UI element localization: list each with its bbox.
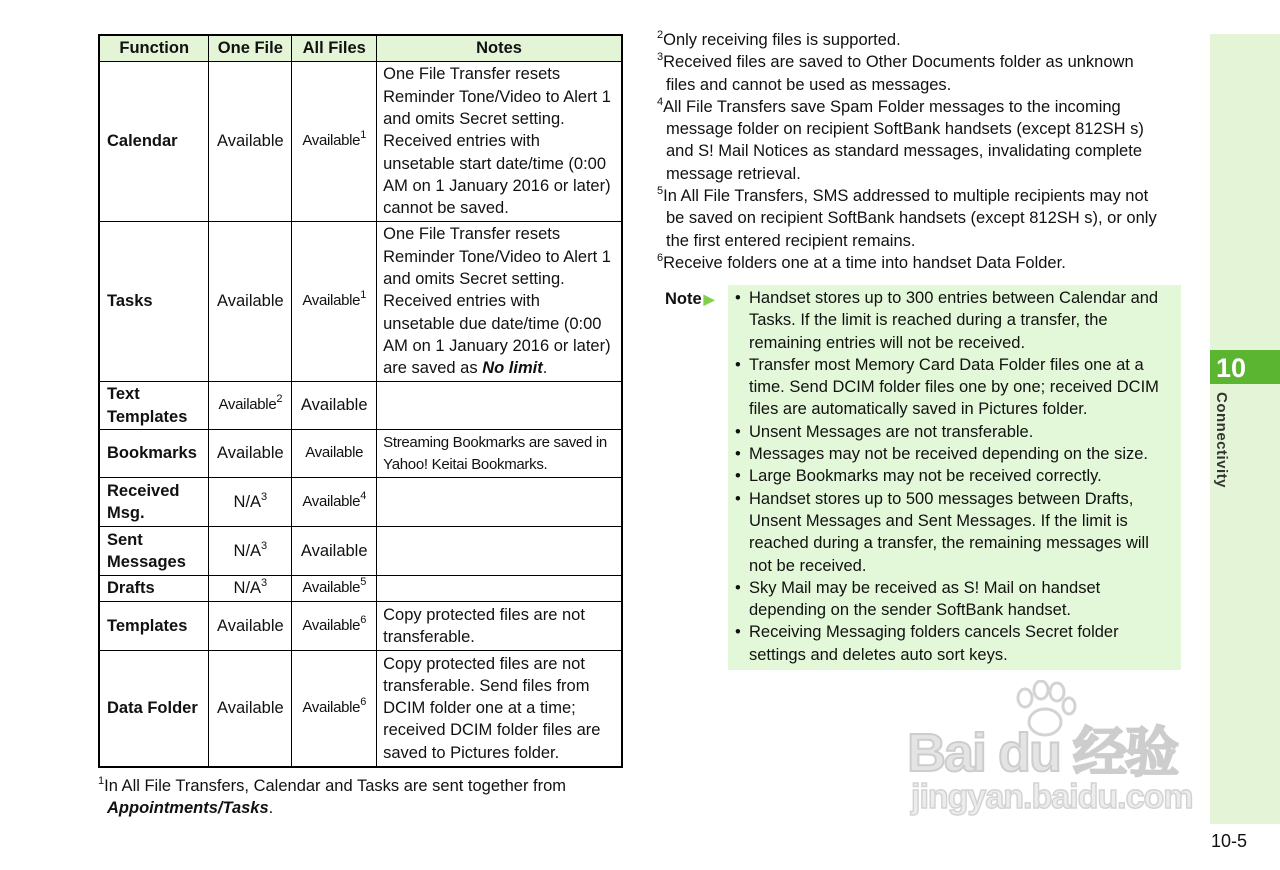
list-item: • Unsent Messages are not transferable. — [735, 421, 1175, 443]
row-all-files: Available$^5$ — [292, 576, 377, 602]
list-item: • Handset stores up to 500 messages between Drafts, Unsent Messages and Sent Messages. If the limit is reached during a transfer, the remaining messages will not be received. — [735, 488, 1175, 577]
chapter-number-badge: 10 — [1210, 350, 1280, 384]
watermark-brand: Bai du 经验 — [907, 723, 1178, 783]
row-notes: Copy protected files are not transferable. Send files from DCIM folder one at a time; received DCIM folder files are saved to Pictures folder. — [377, 651, 622, 767]
row-one-file: Available — [209, 602, 292, 651]
row-function: Received Msg. — [99, 478, 209, 527]
header-one-file: One File — [209, 35, 292, 62]
no-limit-emphasis: No limit — [482, 359, 543, 378]
header-notes: Notes — [377, 35, 622, 62]
row-notes — [377, 576, 622, 602]
row-all-files: Available — [292, 382, 377, 430]
footnote-3: $^3$Received files are saved to Other Documents folder as unknown files and cannot be used as messages. — [657, 51, 1134, 94]
footnote-2: $^2$Only receiving files is supported. — [657, 29, 901, 49]
row-one-file: Available — [209, 222, 292, 382]
footnote-6: $^6$Receive folders one at a time into handset Data Folder. — [657, 251, 1066, 272]
triangle-right-icon: ▶ — [703, 291, 715, 307]
row-notes — [377, 382, 622, 430]
list-item: • Handset stores up to 300 entries between Calendar and Tasks. If the limit is reached during a transfer, the remaining entries will not be received. — [735, 287, 1175, 354]
row-one-file: Available — [209, 430, 292, 478]
row-one-file: Available — [209, 651, 292, 767]
row-function: Drafts — [99, 576, 209, 602]
page-number: 10-5 — [1211, 831, 1248, 851]
appointments-tasks-emphasis: Appointments/Tasks — [107, 799, 269, 818]
chapter-title: Connectivity — [1213, 392, 1230, 489]
function-table — [98, 34, 623, 768]
row-notes: One File Transfer resets Reminder Tone/Video to Alert 1 and omits Secret setting. Received entries with unsetable start date/time (0:00 AM on 1 January 2016 or later) cannot be saved. — [377, 62, 622, 222]
list-item: • Sky Mail may be received as S! Mail on handset depending on the sender SoftBank handset. — [735, 577, 1175, 622]
row-function: Bookmarks — [99, 430, 209, 478]
row-all-files: Available — [292, 527, 377, 576]
row-one-file: $N/A^3$ — [209, 576, 292, 602]
table-row — [99, 576, 622, 602]
header-function: Function — [99, 35, 209, 62]
note-box — [728, 285, 1181, 670]
watermark-url: jingyan.baidu.com — [911, 778, 1193, 816]
table-row — [99, 527, 622, 576]
row-function: Data Folder — [99, 651, 209, 767]
table-row — [99, 430, 622, 478]
row-all-files: Available — [292, 430, 377, 478]
row-all-files: Available$^1$ — [292, 222, 377, 382]
row-function: Calendar — [99, 62, 209, 222]
row-notes: Streaming Bookmarks are saved in Yahoo! Keitai Bookmarks. — [377, 430, 622, 478]
row-one-file: Available$^2$ — [209, 382, 292, 430]
table-row — [99, 651, 622, 767]
header-all-files: All Files — [292, 35, 377, 62]
row-one-file: $N/A^3$ — [209, 478, 292, 527]
row-one-file: Available — [209, 62, 292, 222]
table-row — [99, 222, 622, 382]
table-row — [99, 602, 622, 651]
list-item: • Receiving Messaging folders cancels Secret folder settings and deletes auto sort keys. — [735, 621, 1175, 666]
row-notes — [377, 478, 622, 527]
row-all-files: Available$^6$ — [292, 602, 377, 651]
note-label: Note ▶ — [665, 290, 715, 308]
list-item: • Messages may not be received depending on the size. — [735, 443, 1175, 465]
footnote-5: $^5$In All File Transfers, SMS addressed to multiple recipients may not be saved on recipient SoftBank handsets (except 812SH s), or only the first entered recipient remains. — [657, 185, 1157, 250]
row-notes: One File Transfer resets Reminder Tone/Video to Alert 1 and omits Secret setting. Received entries with unsetable due date/time (0:00 AM on 1 January 2016 or later) are saved as No limit. — [377, 222, 622, 382]
row-function: Text Templates — [99, 382, 209, 430]
row-function: Sent Messages — [99, 527, 209, 576]
list-item: • Large Bookmarks may not be received correctly. — [735, 465, 1175, 487]
row-function: Templates — [99, 602, 209, 651]
table-row — [99, 382, 622, 430]
table-row — [99, 62, 622, 222]
table-footnote: $^1$In All File Transfers, Calendar and Tasks are sent together from Appointments/Tasks. — [98, 775, 567, 818]
row-notes — [377, 527, 622, 576]
row-function: Tasks — [99, 222, 209, 382]
footnotes-list — [657, 29, 1202, 274]
row-all-files: Available$^4$ — [292, 478, 377, 527]
row-one-file: $N/A^3$ — [209, 527, 292, 576]
watermark — [905, 680, 1205, 820]
row-all-files: Available$^1$ — [292, 62, 377, 222]
list-item: • Transfer most Memory Card Data Folder files one at a time. Send DCIM folder files one by one; received DCIM files are automatically saved in Pictures folder. — [735, 354, 1175, 421]
table-row — [99, 478, 622, 527]
footnote-4: $^4$All File Transfers save Spam Folder messages to the incoming message folder on recipient SoftBank handsets (except 812SH s) and S! Mail Notices as standard messages, invalidating complete message retrieval. — [657, 95, 1144, 183]
row-notes: Copy protected files are not transferable. — [377, 602, 622, 651]
row-all-files: Available$^6$ — [292, 651, 377, 767]
table-header-row — [99, 35, 622, 62]
